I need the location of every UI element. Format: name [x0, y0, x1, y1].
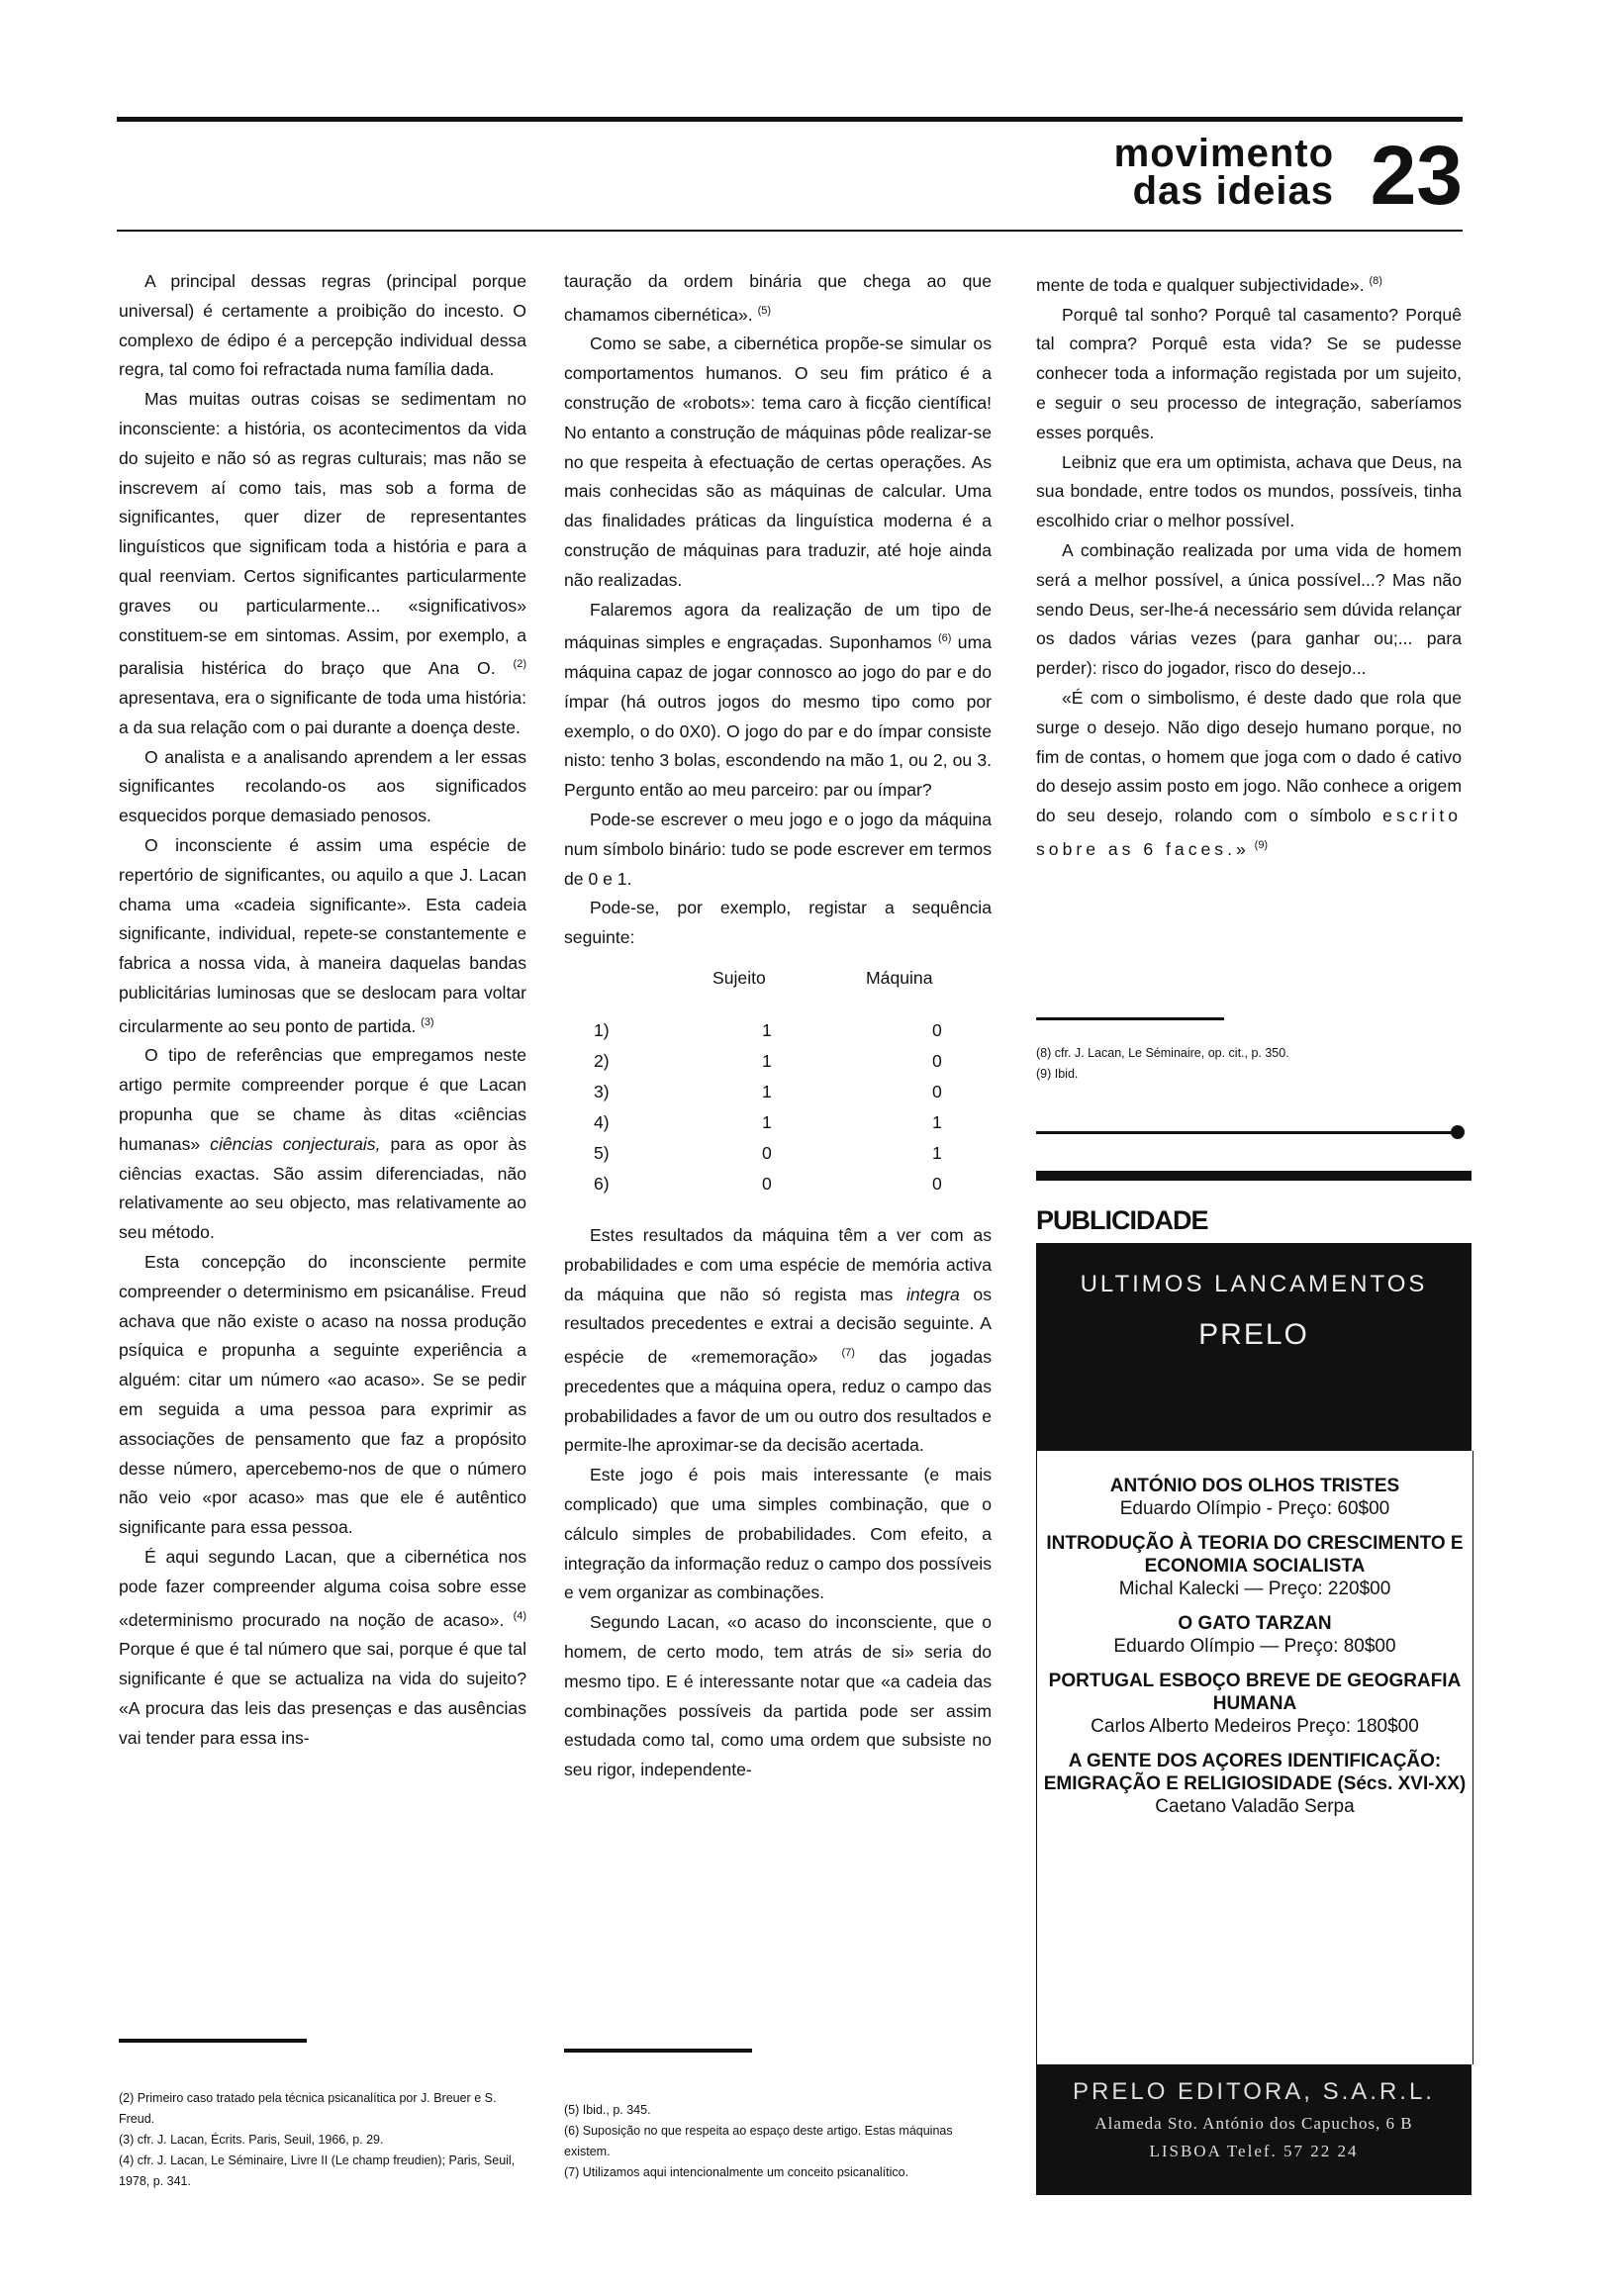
ad-banner [1036, 1243, 1472, 1451]
subject-value: 1 [762, 1020, 772, 1041]
machine-value: 0 [932, 1174, 942, 1195]
book-title: PORTUGAL ESBOÇO BREVE DE GEOGRAFIA HUMANA [1048, 1671, 1462, 1714]
paragraph: Segundo Lacan, «o acaso do inconsciente, que o homem, de certo modo, tem atrás de si» seria do mesmo tipo. E é interessante notar que «a cadeia das combinações possíveis da partida pode ser assim estudada como tal, como uma ordem que subsiste no seu rigor, independente- [564, 1612, 992, 1780]
page-number: 23 [1370, 129, 1463, 222]
row-label: 2) [594, 1051, 610, 1072]
footnote-ref: (6) [937, 632, 952, 645]
footnote: (6) Suposição no que respeita ao espaço deste artigo. Estas máquinas existem. [564, 2124, 953, 2158]
section-title-line2: das ideias [1132, 169, 1334, 213]
paragraph: Leibniz que era um optimista, achava que Deus, na sua bondade, entre todos os mundos, possíveis, tinha escolhido criar o melhor possível. [1036, 451, 1462, 531]
machine-value: 0 [932, 1020, 942, 1041]
table-row [564, 1077, 992, 1107]
book-title: O GATO TARZAN [1178, 1613, 1332, 1634]
book-listing [1037, 1750, 1472, 1818]
divider-dot [1451, 1125, 1465, 1139]
paragraph: Este jogo é pois mais interessante (e mais complicado) que uma simples combinação, que o cálculo simples de probabilidades. Com efeito, a integração da informação reduz o campo dos possíveis e vem organizar as combinações. [564, 1465, 992, 1603]
machine-value: 0 [932, 1082, 942, 1102]
paragraph: Esta concepção do inconsciente permite compreender o determinismo em psicanálise. Freud achava que não existe o acaso na nossa produção psíquica e propunha a seguinte experiência a alguém: citar um número «ao acaso». Se se pedir em seguida a uma pessoa para exprimir as associações de pensamento que faz a propósito desse número, apercebemo-nos de que o número não veio «por acaso» mas que ele é autêntico significante para essa pessoa. [119, 1252, 526, 1538]
book-detail: Michal Kalecki — Preço: 220$00 [1118, 1578, 1391, 1599]
paragraph: Pode-se escrever o meu jogo e o jogo da máquina num símbolo binário: tudo se pode escrever em termos de 0 e 1. [564, 810, 992, 889]
divider-line [1036, 1131, 1452, 1134]
ad-book-list [1036, 1451, 1473, 2064]
paragraph: É aqui segundo Lacan, que a cibernética nos pode fazer compreender alguma coisa sobre esse «determinismo procurado na noção de acaso». $^{(4)}$ Porque é que é tal número que sai, porque é que tal significante é que se actualiza na vida do sujeito? «A procura das leis das presenças e das ausências vai tender para essa ins- [119, 1546, 527, 1748]
section-title-line1: movimento [1113, 132, 1334, 175]
ad-publisher-block [1036, 2064, 1472, 2195]
paragraph: Falaremos agora da realização de um tipo de máquinas simples e engraçadas. Suponhamos $^{(6)}$ uma máquina capaz de jogar connosco ao jogo do par e do ímpar (há outros jogos do mesmo tipo como por exemplo, o do 0X0). O jogo do par e do ímpar consiste nisto: tenho 3 bolas, escondendo na mão 1, ou 2, ou 3. Pergunto então ao meu parceiro: par ou ímpar? [564, 599, 993, 801]
table-header-machine: Máquina [866, 968, 933, 989]
footnote-ref: (2) [513, 658, 526, 671]
publisher-name: PRELO EDITORA, S.A.R.L. [1073, 2078, 1435, 2105]
header-rule [117, 230, 1463, 232]
table-header-subject: Sujeito [712, 968, 766, 989]
book-detail: Eduardo Olímpio — Preço: 80$00 [1113, 1636, 1396, 1657]
book-listing [1037, 1475, 1472, 1520]
footnote-ref: (8) [1369, 275, 1382, 287]
table-row [564, 1169, 992, 1199]
row-label: 1) [594, 1020, 610, 1041]
row-label: 6) [594, 1174, 610, 1195]
book-title: ANTÓNIO DOS OLHOS TRISTES [1109, 1476, 1400, 1496]
paragraph: mente de toda e qualquer subjectividade». $^{(8)}$ [1036, 274, 1382, 295]
top-rule [117, 117, 1463, 122]
footnotes-col2 [564, 2100, 992, 2183]
ad-top-bar [1036, 1171, 1472, 1181]
paragraph: Estes resultados da máquina têm a ver com as probabilidades e com uma espécie de memória activa da máquina que não só regista mas integra os resultados precedentes e extrai a decisão seguinte. A espécie de «rememoração» $^{(7)}$ das jogadas precedentes que a máquina opera, reduz o campo das probabilidades a favor de um ou outro dos resultados e permite-lhe aproximar-se da decisão acertada. [564, 1225, 992, 1456]
book-listing [1037, 1612, 1472, 1658]
paragraph: Pode-se, por exemplo, registar a sequência seguinte: [564, 898, 992, 948]
paragraph: tauração da ordem binária que chega ao que chamamos cibernética». $^{(5)}$ [564, 271, 992, 325]
publisher-address: Alameda Sto. António dos Capuchos, 6 B [1094, 2114, 1413, 2133]
footnote: (8) cfr. J. Lacan, Le Séminaire, op. cit., p. 350. [1036, 1046, 1289, 1060]
footnote-ref: (7) [841, 1347, 855, 1360]
paragraph: A principal dessas regras (principal porque universal) é certamente a proibição do incesto. O complexo de édipo é a percepção individual dessa regra, tal como foi refractada numa família dada. [119, 271, 526, 380]
footnote-ref: (9) [1254, 839, 1269, 851]
binary-sequence-table [564, 963, 992, 1199]
publicidade-heading: PUBLICIDADE [1036, 1205, 1208, 1235]
book-detail: Caetano Valadão Serpa [1155, 1796, 1355, 1817]
article-column-2 [564, 267, 992, 1785]
table-row [564, 1107, 992, 1138]
paragraph: Como se sabe, a cibernética propõe-se simular os comportamentos humanos. O seu fim prático é a construção de «robots»: tema caro à ficção científica! No entanto a construção de máquinas pôde realizar-se no que respeita à efectuação de certas operações. As mais conhecidas são as máquinas de calcular. Uma das finalidades práticas da linguística moderna é a construção de máquinas para traduzir, até hoje ainda não realizadas. [564, 334, 992, 590]
book-detail: Carlos Alberto Medeiros Preço: 180$00 [1091, 1716, 1419, 1737]
subject-value: 1 [762, 1082, 772, 1102]
machine-value: 1 [932, 1143, 942, 1164]
footnote-rule [564, 2049, 752, 2053]
footnote: (2) Primeiro caso tratado pela técnica psicanalítica por J. Breuer e S. Freud. [119, 2091, 497, 2126]
paragraph: A combinação realizada por uma vida de homem será a melhor possível, a única possível...? Mas não sendo Deus, ser-lhe-á necessário sem dúvida relançar os dados várias vezes (para ganhar ou;... para perder): risco do jogador, risco do desejo... [1036, 540, 1462, 679]
ad-banner-line: ULTIMOS LANCAMENTOS [1080, 1271, 1428, 1297]
footnote-ref: (3) [421, 1015, 434, 1028]
subject-value: 1 [762, 1051, 772, 1072]
book-detail: Eduardo Olímpio - Preço: 60$00 [1119, 1498, 1390, 1519]
footnote: (4) cfr. J. Lacan, Le Séminaire, Livre II (Le champ freudien); Paris, Seuil, 1978, p. 341. [119, 2153, 516, 2188]
section-title [1047, 132, 1334, 213]
table-header [564, 963, 992, 994]
footnote: (5) Ibid., p. 345. [564, 2103, 651, 2117]
paragraph: O analista e a analisando aprendem a ler essas significantes recolando-os aos significados esquecidos porque demasiado penosos. [119, 746, 526, 826]
paragraph: «É com o simbolismo, é deste dado que rola que surge o desejo. Não digo desejo humano porque, no fim de contas, o homem que joga com o dado é cativo do desejo assim posto em jogo. Não conhece a origem do seu desejo, rolando com o símbolo escrito sobre as 6 faces.» $^{(9)}$ [1036, 688, 1462, 859]
row-label: 4) [594, 1112, 610, 1133]
subject-value: 0 [762, 1174, 772, 1195]
paragraph: Porquê tal sonho? Porquê tal casamento? Porquê tal compra? Porquê esta vida? Se se pudesse conhecer toda a informação registada por um sujeito, e seguir o seu processo de integração, saberíamos esses porquês. [1036, 304, 1462, 442]
footnote: (3) cfr. J. Lacan, Écrits. Paris, Seuil, 1966, p. 29. [119, 2133, 384, 2147]
article-column-3 [1036, 267, 1462, 865]
footnote-ref: (5) [757, 304, 772, 317]
ad-brand: PRELO [1198, 1318, 1309, 1351]
footnote-rule [1036, 1017, 1224, 1020]
subject-value: 0 [762, 1143, 772, 1164]
footnotes-col1 [119, 2088, 526, 2192]
table-row [564, 1046, 992, 1077]
footnote-ref: (4) [513, 1609, 527, 1622]
footnote-rule [119, 2039, 307, 2043]
machine-value: 1 [932, 1112, 942, 1133]
book-title: INTRODUÇÃO À TEORIA DO CRESCIMENTO E ECONOMIA SOCIALISTA [1046, 1533, 1464, 1577]
book-title: A GENTE DOS AÇORES IDENTIFICAÇÃO: EMIGRAÇÃO E RELIGIOSIDADE (Sécs. XVI-XX) [1043, 1751, 1467, 1794]
book-listing [1037, 1670, 1472, 1738]
table-row [564, 1138, 992, 1169]
article-column-1 [119, 267, 526, 1753]
row-label: 5) [594, 1143, 610, 1164]
paragraph: Mas muitas outras coisas se sedimentam no inconsciente: a história, os acontecimentos da vida do sujeito e não só as regras culturais; mas não se inscrevem aí como tais, mas sob a forma de significantes, quer dizer de representantes linguísticos que significam toda a história e para a qual reenviam. Certos significantes particularmente graves ou particularmente... «significativos» constituem-se em sintomas. Assim, por exemplo, a paralisia histérica do braço que Ana O. $^{(2)}$ apresentava, era o significante de toda uma história: a da sua relação com o pai durante a doença deste. [119, 389, 526, 737]
row-label: 3) [594, 1082, 610, 1102]
table-row [564, 1015, 992, 1046]
footnotes-col3 [1036, 1043, 1462, 1085]
footnote: (7) Utilizamos aqui intencionalmente um conceito psicanalítico. [564, 2165, 909, 2179]
publisher-city-phone: LISBOA Telef. 57 22 24 [1149, 2142, 1359, 2160]
book-listing [1037, 1532, 1472, 1600]
subject-value: 1 [762, 1112, 772, 1133]
paragraph: O tipo de referências que empregamos neste artigo permite compreender porque é que Lacan propunha que se chame às ditas «ciências humanas» ciências conjecturais, para as opor às ciências exactas. São assim diferenciadas, não relativamente ao seu objecto, mas relativamente ao seu método. [119, 1045, 526, 1243]
footnote: (9) Ibid. [1036, 1067, 1079, 1081]
paragraph: O inconsciente é assim uma espécie de repertório de significantes, ou aquilo a que J. Lacan chama uma «cadeia significante». Esta cadeia significante, individual, repete-se constantemente e fabrica a nossa vida, à maneira daquelas bandas publicitárias luminosas que se deslocam para voltar circularmente ao seu ponto de partida. $^{(3)}$ [119, 835, 526, 1036]
masthead [1047, 131, 1463, 228]
machine-value: 0 [932, 1051, 942, 1072]
